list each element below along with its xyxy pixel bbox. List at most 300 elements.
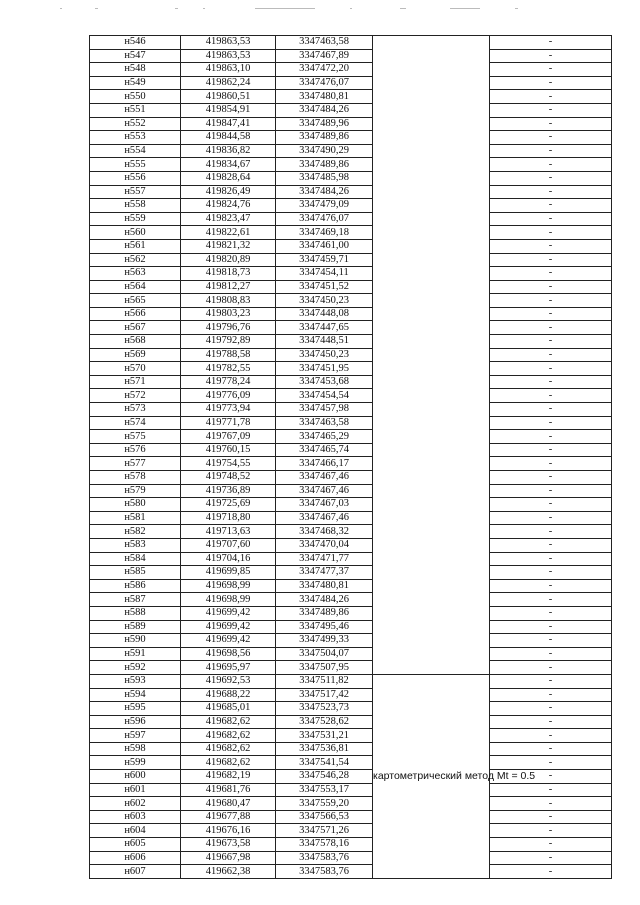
table-row — [90, 362, 612, 376]
x-coordinate-cell: 419778,24 — [181, 375, 276, 389]
table-row — [90, 185, 612, 199]
table-row — [90, 321, 612, 335]
table-row — [90, 131, 612, 145]
x-coordinate-cell: 419699,42 — [181, 620, 276, 634]
x-coordinate-cell: 419818,73 — [181, 267, 276, 281]
x-coordinate-cell: 419682,19 — [181, 770, 276, 784]
x-coordinate-cell: 419773,94 — [181, 403, 276, 417]
x-coordinate-cell: 419803,23 — [181, 307, 276, 321]
table-row — [90, 158, 612, 172]
description-cell: - — [490, 688, 612, 702]
y-coordinate-cell: 3347477,37 — [276, 566, 373, 580]
point-name-cell: н547 — [90, 49, 181, 63]
y-coordinate-cell: 3347517,42 — [276, 688, 373, 702]
y-coordinate-cell: 3347461,00 — [276, 239, 373, 253]
x-coordinate-cell: 419788,58 — [181, 348, 276, 362]
table-row — [90, 552, 612, 566]
y-coordinate-cell: 3347504,07 — [276, 647, 373, 661]
y-coordinate-cell: 3347553,17 — [276, 783, 373, 797]
y-coordinate-cell: 3347489,86 — [276, 606, 373, 620]
x-coordinate-cell: 419836,82 — [181, 144, 276, 158]
table-row — [90, 525, 612, 539]
table-row — [90, 76, 612, 90]
table-row — [90, 348, 612, 362]
x-coordinate-cell: 419760,15 — [181, 443, 276, 457]
point-name-cell: н590 — [90, 634, 181, 648]
description-cell: - — [490, 253, 612, 267]
table-row — [90, 647, 612, 661]
description-cell: - — [490, 430, 612, 444]
point-name-cell: н605 — [90, 838, 181, 852]
x-coordinate-cell: 419854,91 — [181, 103, 276, 117]
y-coordinate-cell: 3347546,28 — [276, 770, 373, 784]
x-coordinate-cell: 419699,85 — [181, 566, 276, 580]
description-cell: - — [490, 538, 612, 552]
description-cell: - — [490, 362, 612, 376]
y-coordinate-cell: 3347523,73 — [276, 702, 373, 716]
y-coordinate-cell: 3347448,51 — [276, 335, 373, 349]
point-name-cell: н588 — [90, 606, 181, 620]
table-row — [90, 90, 612, 104]
point-name-cell: н581 — [90, 511, 181, 525]
x-coordinate-cell: 419748,52 — [181, 471, 276, 485]
description-cell: - — [490, 579, 612, 593]
table-row — [90, 538, 612, 552]
point-name-cell: н607 — [90, 865, 181, 879]
description-cell: - — [490, 606, 612, 620]
point-name-cell: н583 — [90, 538, 181, 552]
point-name-cell: н597 — [90, 729, 181, 743]
point-name-cell: н598 — [90, 742, 181, 756]
description-cell: - — [490, 321, 612, 335]
description-cell: - — [490, 797, 612, 811]
y-coordinate-cell: 3347511,82 — [276, 674, 373, 688]
description-cell: - — [490, 457, 612, 471]
y-coordinate-cell: 3347470,04 — [276, 538, 373, 552]
description-cell: - — [490, 742, 612, 756]
table-row — [90, 566, 612, 580]
point-name-cell: н602 — [90, 797, 181, 811]
point-name-cell: н586 — [90, 579, 181, 593]
point-name-cell: н565 — [90, 294, 181, 308]
y-coordinate-cell: 3347541,54 — [276, 756, 373, 770]
y-coordinate-cell: 3347467,46 — [276, 471, 373, 485]
y-coordinate-cell: 3347450,23 — [276, 348, 373, 362]
point-name-cell: н574 — [90, 416, 181, 430]
y-coordinate-cell: 3347566,53 — [276, 810, 373, 824]
table-row — [90, 226, 612, 240]
point-name-cell: н570 — [90, 362, 181, 376]
x-coordinate-cell: 419698,99 — [181, 579, 276, 593]
y-coordinate-cell: 3347472,20 — [276, 63, 373, 77]
table-row — [90, 783, 612, 797]
y-coordinate-cell: 3347495,46 — [276, 620, 373, 634]
x-coordinate-cell: 419771,78 — [181, 416, 276, 430]
point-name-cell: н592 — [90, 661, 181, 675]
table-row — [90, 742, 612, 756]
y-coordinate-cell: 3347559,20 — [276, 797, 373, 811]
x-coordinate-cell: 419834,67 — [181, 158, 276, 172]
table-row — [90, 851, 612, 865]
description-cell: - — [490, 661, 612, 675]
description-cell: - — [490, 810, 612, 824]
table-row — [90, 579, 612, 593]
table-row — [90, 865, 612, 879]
x-coordinate-cell: 419682,62 — [181, 742, 276, 756]
description-cell: - — [490, 783, 612, 797]
description-cell: - — [490, 403, 612, 417]
table-row — [90, 335, 612, 349]
table-row — [90, 199, 612, 213]
description-cell: - — [490, 715, 612, 729]
table-row — [90, 36, 612, 50]
y-coordinate-cell: 3347484,26 — [276, 103, 373, 117]
x-coordinate-cell: 419698,99 — [181, 593, 276, 607]
x-coordinate-cell: 419808,83 — [181, 294, 276, 308]
description-cell: - — [490, 335, 612, 349]
point-name-cell: н582 — [90, 525, 181, 539]
description-cell: - — [490, 593, 612, 607]
y-coordinate-cell: 3347484,26 — [276, 185, 373, 199]
method-cell: картометрический метод Mt = 0.5 — [373, 674, 490, 878]
x-coordinate-cell: 419823,47 — [181, 212, 276, 226]
coordinates-table — [89, 35, 612, 879]
y-coordinate-cell: 3347476,07 — [276, 76, 373, 90]
description-cell: - — [490, 199, 612, 213]
y-coordinate-cell: 3347454,11 — [276, 267, 373, 281]
x-coordinate-cell: 419796,76 — [181, 321, 276, 335]
point-name-cell: н576 — [90, 443, 181, 457]
point-name-cell: н554 — [90, 144, 181, 158]
description-cell: - — [490, 103, 612, 117]
x-coordinate-cell: 419828,64 — [181, 171, 276, 185]
x-coordinate-cell: 419667,98 — [181, 851, 276, 865]
table-row — [90, 729, 612, 743]
y-coordinate-cell: 3347453,68 — [276, 375, 373, 389]
description-cell: - — [490, 280, 612, 294]
y-coordinate-cell: 3347480,81 — [276, 90, 373, 104]
y-coordinate-cell: 3347476,07 — [276, 212, 373, 226]
description-cell: - — [490, 484, 612, 498]
table-row — [90, 443, 612, 457]
table-row — [90, 471, 612, 485]
point-name-cell: н558 — [90, 199, 181, 213]
x-coordinate-cell: 419718,80 — [181, 511, 276, 525]
y-coordinate-cell: 3347450,23 — [276, 294, 373, 308]
y-coordinate-cell: 3347463,58 — [276, 416, 373, 430]
description-cell: - — [490, 702, 612, 716]
scan-artifact-line — [0, 6, 640, 12]
description-cell: - — [490, 756, 612, 770]
x-coordinate-cell: 419688,22 — [181, 688, 276, 702]
y-coordinate-cell: 3347583,76 — [276, 851, 373, 865]
point-name-cell: н559 — [90, 212, 181, 226]
description-cell: - — [490, 770, 612, 784]
x-coordinate-cell: 419676,16 — [181, 824, 276, 838]
y-coordinate-cell: 3347484,26 — [276, 593, 373, 607]
y-coordinate-cell: 3347467,46 — [276, 511, 373, 525]
y-coordinate-cell: 3347489,86 — [276, 131, 373, 145]
y-coordinate-cell: 3347571,26 — [276, 824, 373, 838]
point-name-cell: н604 — [90, 824, 181, 838]
y-coordinate-cell: 3347454,54 — [276, 389, 373, 403]
x-coordinate-cell: 419863,53 — [181, 49, 276, 63]
x-coordinate-cell: 419767,09 — [181, 430, 276, 444]
y-coordinate-cell: 3347507,95 — [276, 661, 373, 675]
y-coordinate-cell: 3347465,74 — [276, 443, 373, 457]
description-cell: - — [490, 307, 612, 321]
point-name-cell: н596 — [90, 715, 181, 729]
point-name-cell: н571 — [90, 375, 181, 389]
table-row — [90, 403, 612, 417]
point-name-cell: н552 — [90, 117, 181, 131]
y-coordinate-cell: 3347499,33 — [276, 634, 373, 648]
description-cell: - — [490, 131, 612, 145]
description-cell: - — [490, 851, 612, 865]
point-name-cell: н599 — [90, 756, 181, 770]
description-cell: - — [490, 824, 612, 838]
description-cell: - — [490, 634, 612, 648]
table-row — [90, 63, 612, 77]
description-cell: - — [490, 117, 612, 131]
description-cell: - — [490, 239, 612, 253]
description-cell: - — [490, 416, 612, 430]
x-coordinate-cell: 419704,16 — [181, 552, 276, 566]
x-coordinate-cell: 419673,58 — [181, 838, 276, 852]
description-cell: - — [490, 49, 612, 63]
point-name-cell: н566 — [90, 307, 181, 321]
table-row — [90, 511, 612, 525]
table-row — [90, 498, 612, 512]
point-name-cell: н555 — [90, 158, 181, 172]
point-name-cell: н603 — [90, 810, 181, 824]
y-coordinate-cell: 3347451,52 — [276, 280, 373, 294]
table-row — [90, 457, 612, 471]
point-name-cell: н572 — [90, 389, 181, 403]
table-row — [90, 267, 612, 281]
x-coordinate-cell: 419862,24 — [181, 76, 276, 90]
table-row — [90, 810, 612, 824]
table-row — [90, 171, 612, 185]
x-coordinate-cell: 419692,53 — [181, 674, 276, 688]
table-row — [90, 416, 612, 430]
point-name-cell: н584 — [90, 552, 181, 566]
y-coordinate-cell: 3347463,58 — [276, 36, 373, 50]
y-coordinate-cell: 3347536,81 — [276, 742, 373, 756]
description-cell: - — [490, 348, 612, 362]
x-coordinate-cell: 419682,62 — [181, 729, 276, 743]
x-coordinate-cell: 419792,89 — [181, 335, 276, 349]
table-row — [90, 212, 612, 226]
point-name-cell: н556 — [90, 171, 181, 185]
x-coordinate-cell: 419822,61 — [181, 226, 276, 240]
table-row — [90, 634, 612, 648]
y-coordinate-cell: 3347467,89 — [276, 49, 373, 63]
point-name-cell: н553 — [90, 131, 181, 145]
table-row — [90, 389, 612, 403]
table-row — [90, 375, 612, 389]
description-cell: - — [490, 674, 612, 688]
point-name-cell: н568 — [90, 335, 181, 349]
x-coordinate-cell: 419681,76 — [181, 783, 276, 797]
y-coordinate-cell: 3347471,77 — [276, 552, 373, 566]
description-cell: - — [490, 36, 612, 50]
table-row — [90, 702, 612, 716]
point-name-cell: н594 — [90, 688, 181, 702]
y-coordinate-cell: 3347448,08 — [276, 307, 373, 321]
x-coordinate-cell: 419812,27 — [181, 280, 276, 294]
table-row — [90, 715, 612, 729]
x-coordinate-cell: 419847,41 — [181, 117, 276, 131]
description-cell: - — [490, 63, 612, 77]
description-cell: - — [490, 389, 612, 403]
point-name-cell: н550 — [90, 90, 181, 104]
point-name-cell: н591 — [90, 647, 181, 661]
table-row — [90, 661, 612, 675]
description-cell: - — [490, 171, 612, 185]
x-coordinate-cell: 419826,49 — [181, 185, 276, 199]
y-coordinate-cell: 3347468,32 — [276, 525, 373, 539]
y-coordinate-cell: 3347583,76 — [276, 865, 373, 879]
x-coordinate-cell: 419682,62 — [181, 715, 276, 729]
description-cell: - — [490, 647, 612, 661]
table-row — [90, 117, 612, 131]
table-row — [90, 253, 612, 267]
point-name-cell: н557 — [90, 185, 181, 199]
point-name-cell: н579 — [90, 484, 181, 498]
y-coordinate-cell: 3347466,17 — [276, 457, 373, 471]
x-coordinate-cell: 419736,89 — [181, 484, 276, 498]
description-cell: - — [490, 267, 612, 281]
y-coordinate-cell: 3347467,46 — [276, 484, 373, 498]
x-coordinate-cell: 419782,55 — [181, 362, 276, 376]
y-coordinate-cell: 3347480,81 — [276, 579, 373, 593]
table-row — [90, 797, 612, 811]
y-coordinate-cell: 3347485,98 — [276, 171, 373, 185]
point-name-cell: н606 — [90, 851, 181, 865]
description-cell: - — [490, 76, 612, 90]
point-name-cell: н578 — [90, 471, 181, 485]
description-cell: - — [490, 566, 612, 580]
description-cell: - — [490, 294, 612, 308]
y-coordinate-cell: 3347467,03 — [276, 498, 373, 512]
table-row — [90, 593, 612, 607]
table-row — [90, 620, 612, 634]
x-coordinate-cell: 419713,63 — [181, 525, 276, 539]
y-coordinate-cell: 3347457,98 — [276, 403, 373, 417]
table-row — [90, 606, 612, 620]
description-cell: - — [490, 212, 612, 226]
table-row — [90, 280, 612, 294]
description-cell: - — [490, 226, 612, 240]
y-coordinate-cell: 3347531,21 — [276, 729, 373, 743]
x-coordinate-cell: 419776,09 — [181, 389, 276, 403]
table-row — [90, 838, 612, 852]
description-cell: - — [490, 511, 612, 525]
point-name-cell: н551 — [90, 103, 181, 117]
description-cell: - — [490, 185, 612, 199]
table-row — [90, 484, 612, 498]
x-coordinate-cell: 419662,38 — [181, 865, 276, 879]
x-coordinate-cell: 419754,55 — [181, 457, 276, 471]
point-name-cell: н580 — [90, 498, 181, 512]
description-cell: - — [490, 90, 612, 104]
x-coordinate-cell: 419725,69 — [181, 498, 276, 512]
point-name-cell: н595 — [90, 702, 181, 716]
description-cell: - — [490, 838, 612, 852]
point-name-cell: н562 — [90, 253, 181, 267]
description-cell: - — [490, 552, 612, 566]
description-cell: - — [490, 471, 612, 485]
point-name-cell: н587 — [90, 593, 181, 607]
method-cell-empty — [373, 36, 490, 675]
y-coordinate-cell: 3347459,71 — [276, 253, 373, 267]
description-cell: - — [490, 158, 612, 172]
table-row — [90, 688, 612, 702]
coordinates-table-body — [90, 36, 612, 879]
description-cell: - — [490, 144, 612, 158]
point-name-cell: н564 — [90, 280, 181, 294]
x-coordinate-cell: 419677,88 — [181, 810, 276, 824]
point-name-cell: н560 — [90, 226, 181, 240]
x-coordinate-cell: 419699,42 — [181, 606, 276, 620]
x-coordinate-cell: 419824,76 — [181, 199, 276, 213]
description-cell: - — [490, 498, 612, 512]
x-coordinate-cell: 419820,89 — [181, 253, 276, 267]
y-coordinate-cell: 3347490,29 — [276, 144, 373, 158]
description-cell: - — [490, 620, 612, 634]
point-name-cell: н589 — [90, 620, 181, 634]
x-coordinate-cell: 419682,62 — [181, 756, 276, 770]
table-row — [90, 674, 612, 688]
description-cell: - — [490, 375, 612, 389]
point-name-cell: н585 — [90, 566, 181, 580]
x-coordinate-cell: 419699,42 — [181, 634, 276, 648]
table-row — [90, 430, 612, 444]
x-coordinate-cell: 419685,01 — [181, 702, 276, 716]
x-coordinate-cell: 419860,51 — [181, 90, 276, 104]
y-coordinate-cell: 3347465,29 — [276, 430, 373, 444]
y-coordinate-cell: 3347451,95 — [276, 362, 373, 376]
description-cell: - — [490, 443, 612, 457]
y-coordinate-cell: 3347489,96 — [276, 117, 373, 131]
point-name-cell: н601 — [90, 783, 181, 797]
description-cell: - — [490, 525, 612, 539]
table-row — [90, 756, 612, 770]
x-coordinate-cell: 419695,97 — [181, 661, 276, 675]
table-row — [90, 307, 612, 321]
y-coordinate-cell: 3347447,65 — [276, 321, 373, 335]
point-name-cell: н593 — [90, 674, 181, 688]
x-coordinate-cell: 419698,56 — [181, 647, 276, 661]
point-name-cell: н569 — [90, 348, 181, 362]
point-name-cell: н548 — [90, 63, 181, 77]
y-coordinate-cell: 3347528,62 — [276, 715, 373, 729]
table-row — [90, 49, 612, 63]
point-name-cell: н561 — [90, 239, 181, 253]
point-name-cell: н563 — [90, 267, 181, 281]
y-coordinate-cell: 3347479,09 — [276, 199, 373, 213]
point-name-cell: н600 — [90, 770, 181, 784]
table-row — [90, 294, 612, 308]
table-row — [90, 103, 612, 117]
table-row — [90, 144, 612, 158]
point-name-cell: н567 — [90, 321, 181, 335]
y-coordinate-cell: 3347578,16 — [276, 838, 373, 852]
table-row — [90, 824, 612, 838]
point-name-cell: н546 — [90, 36, 181, 50]
x-coordinate-cell: 419821,32 — [181, 239, 276, 253]
